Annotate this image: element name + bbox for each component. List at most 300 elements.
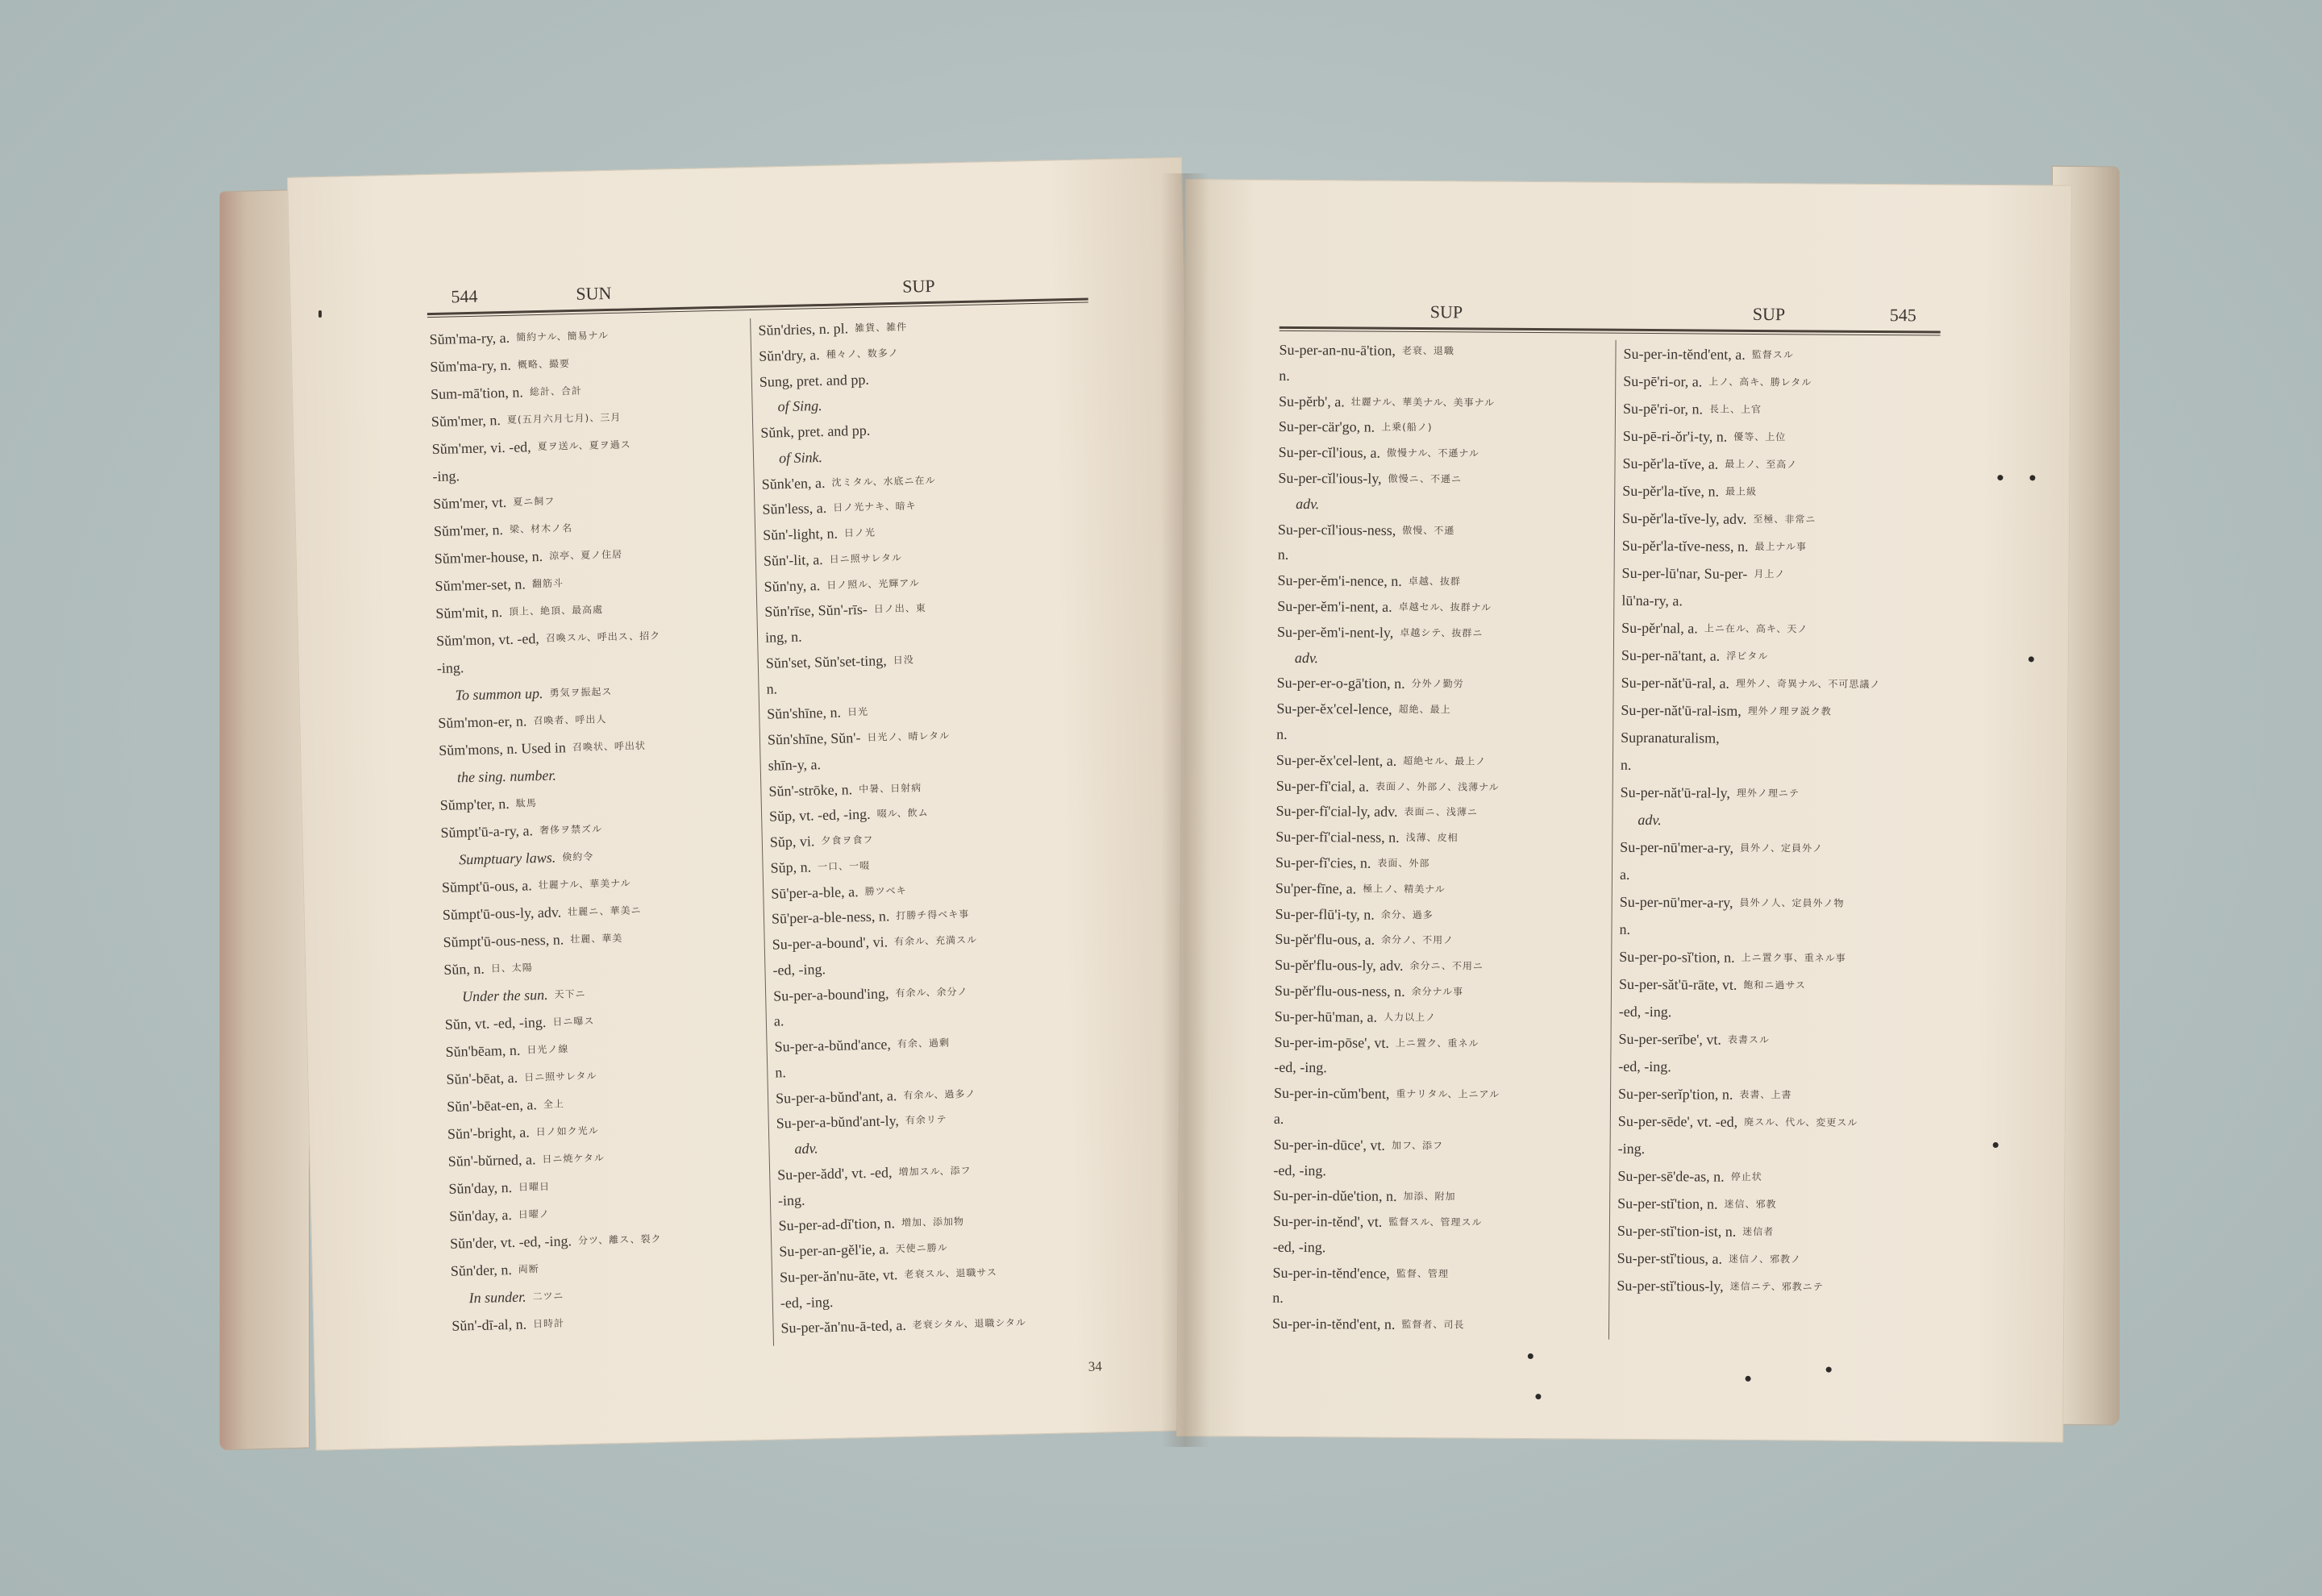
entry-headword: Su-per-ĕm'i-nence, n. xyxy=(1277,571,1402,590)
entry-gloss: 駄馬 xyxy=(515,797,537,809)
dictionary-entry xyxy=(1621,614,1944,644)
entry-gloss: 傲慢ナル、不遜ナル xyxy=(1386,447,1479,459)
entry-gloss: 超絶セル、最上ノ xyxy=(1403,754,1487,767)
entry-gloss: 日ノ照ル、光輝アル xyxy=(826,576,920,591)
entry-headword: Su-per-er-o-gā'tion, n. xyxy=(1276,675,1405,692)
entry-headword: Su-per-cär'go, n. xyxy=(1278,418,1375,436)
entry-headword: Su-per-ĕm'i-nent-ly, xyxy=(1277,623,1394,641)
entry-gloss: 日没 xyxy=(893,654,914,666)
punch-hole xyxy=(1528,1353,1533,1359)
entry-gloss: 上ニ置ク、重ネル xyxy=(1395,1037,1479,1049)
dictionary-entry xyxy=(1621,669,1944,699)
entry-gloss: 雑貨、雑件 xyxy=(855,321,908,335)
entry-gloss: 監督、管理 xyxy=(1396,1267,1449,1280)
dictionary-entry xyxy=(1277,594,1608,622)
entry-gloss: 種々ノ、数多ノ xyxy=(826,347,899,360)
entry-gloss: 増加スル、添フ xyxy=(898,1164,972,1178)
entry-headword: -ed, -ing. xyxy=(1272,1238,1326,1256)
entry-headword: Su-per-cĭl'ious, a. xyxy=(1278,444,1381,461)
entry-gloss: 員外ノ、定員外ノ xyxy=(1739,842,1824,854)
entry-headword: Su-pĕr'la-tĭve-ness, n. xyxy=(1621,537,1749,555)
entry-headword: ing, n. xyxy=(764,628,802,646)
entry-headword: Sŭp, vi. xyxy=(769,833,815,850)
entry-headword: Su-pĕr'flu-ous-ly, adv. xyxy=(1275,956,1404,975)
entry-headword: Sŭn'der, n. xyxy=(450,1261,513,1279)
dictionary-entry xyxy=(1274,1081,1604,1109)
entry-gloss: 長上、上官 xyxy=(1708,403,1762,415)
dictionary-entry xyxy=(1618,1080,1941,1110)
entry-headword: Sŭm'mon-er, n. xyxy=(438,713,527,731)
entry-headword: Sŭn'day, n. xyxy=(448,1178,513,1197)
entry-headword: Sŭn'-bēat, a. xyxy=(446,1069,518,1087)
entry-headword: Sŭnk, pret. and pp. xyxy=(760,422,871,441)
entry-gloss: 頂上、絶頂、最高處 xyxy=(508,604,604,617)
entry-gloss: 倹約令 xyxy=(562,850,594,863)
entry-headword: Su-per-năt'ū-ral-ly, xyxy=(1620,783,1730,801)
entry-headword: adv. xyxy=(1637,811,1662,829)
entry-headword: Su-per-in-tĕnd'ence, xyxy=(1272,1264,1390,1282)
entry-headword: -ed, -ing. xyxy=(1273,1162,1326,1178)
entry-headword: Sŭn'bēam, n. xyxy=(445,1041,521,1060)
entry-headword: Sŭm'mit, n. xyxy=(435,604,503,621)
punch-hole xyxy=(1535,1394,1541,1399)
entry-gloss: 極上ノ、精美ナル xyxy=(1363,883,1446,896)
entry-headword: Su-per-fĭ'cies, n. xyxy=(1275,854,1371,871)
entry-gloss: 監督スル xyxy=(1751,348,1794,361)
entry-headword: -ed, -ing. xyxy=(1618,1003,1672,1020)
entry-gloss: 総計、合計 xyxy=(529,384,583,398)
entry-gloss: 沈ミタル、水底ニ在ル xyxy=(831,474,936,488)
entry-headword: Sŭmpt'ū-ous, a. xyxy=(441,877,532,896)
entry-gloss: 上ニ在ル、高キ、天ノ xyxy=(1704,622,1808,635)
entry-gloss: 卓越、抜群 xyxy=(1408,576,1461,588)
entry-headword: Su-per-serībe', vt. xyxy=(1618,1030,1721,1048)
entry-headword: Sŭn'-bēat-en, a. xyxy=(446,1096,538,1115)
entry-headword: Su-per-năt'ū-ral-ism, xyxy=(1621,701,1742,719)
entry-headword: Su-per-ĕm'i-nent, a. xyxy=(1277,597,1392,615)
entry-gloss: 余分ニ、不用ニ xyxy=(1409,960,1484,972)
entry-gloss: 理外ノ、奇異ナル、不可思議ノ xyxy=(1735,677,1881,691)
entry-gloss: 加添、附加 xyxy=(1403,1191,1456,1203)
entry-gloss: 最上ノ、至高ノ xyxy=(1725,458,1798,471)
page-number-right: 545 xyxy=(1889,305,1916,326)
entry-headword: Su-pē'ri-or, a. xyxy=(1623,372,1703,390)
entry-headword: Sŭm'mons, n. Used in xyxy=(438,739,567,759)
entry-headword: Sŭn'ny, a. xyxy=(764,576,821,595)
entry-headword: Su-per-sēde', vt. -ed, xyxy=(1617,1112,1738,1130)
entry-gloss: 分ツ、離ス、裂ク xyxy=(577,1232,662,1247)
dictionary-entry xyxy=(1621,779,1943,808)
header-left-guide-word: SUP xyxy=(1429,301,1463,322)
entry-gloss: 有余、過剰 xyxy=(897,1037,951,1050)
dictionary-entry xyxy=(1275,1004,1605,1033)
entry-headword: a. xyxy=(773,1012,784,1029)
entry-headword: Su'per-fīne, a. xyxy=(1275,879,1357,897)
entry-gloss: 理外ノ理ヲ説ク教 xyxy=(1747,704,1832,717)
entry-headword: Sŭn'-bright, a. xyxy=(447,1124,530,1142)
entry-headword: Sŭn'-light, n. xyxy=(762,525,838,543)
entry-gloss: 日、太陽 xyxy=(490,962,534,975)
dictionary-entry xyxy=(1617,1245,1940,1274)
entry-headword: Sŭn'-strōke, n. xyxy=(768,780,853,800)
entry-headword: Sŭn'set, Sŭn'set-ting, xyxy=(765,652,888,671)
entry-headword: Sŭn, n. xyxy=(443,960,485,978)
entry-gloss: 上ニ置ク事、重ネル事 xyxy=(1741,951,1846,964)
entry-headword: Su-pĕr'la-tĭve-ly, adv. xyxy=(1622,509,1747,527)
entry-headword: Su-per-ădd', vt. -ed, xyxy=(777,1164,893,1183)
entry-headword: Sŭm'mer, n. xyxy=(433,522,504,539)
entry-gloss: 余分、過多 xyxy=(1380,908,1434,921)
entry-headword: Sū'per-a-ble-ness, n. xyxy=(771,908,890,927)
entry-headword: n. xyxy=(1619,921,1631,937)
entry-headword: n. xyxy=(1620,756,1632,773)
entry-headword: Sŭn'-dī-al, n. xyxy=(452,1315,527,1334)
dictionary-entry xyxy=(1279,414,1609,443)
entry-gloss: 日曜日 xyxy=(518,1180,551,1193)
entry-headword: Su-per-nā'tant, a. xyxy=(1621,646,1721,664)
dictionary-entry xyxy=(1621,751,1943,781)
punch-hole xyxy=(1997,475,2003,480)
entry-headword: -ed, -ing. xyxy=(1618,1058,1671,1075)
entry-gloss: 中暑、日射病 xyxy=(858,781,922,795)
entry-gloss: 重ナリタル、上ニアル xyxy=(1396,1087,1500,1100)
entry-headword: Su-per-in-tĕnd', vt. xyxy=(1272,1212,1383,1230)
entry-headword: Sumptuary laws. xyxy=(459,849,556,868)
dictionary-entry xyxy=(1623,368,1945,397)
dictionary-entry xyxy=(1274,1107,1604,1135)
entry-headword: Su-per-a-bŭnd'ant, a. xyxy=(775,1087,897,1107)
entry-gloss: 停止状 xyxy=(1730,1170,1762,1183)
dictionary-entry xyxy=(1620,861,1942,891)
dictionary-entry xyxy=(1272,1311,1603,1340)
entry-headword: -ing. xyxy=(777,1191,805,1209)
entry-gloss: 日ノ光 xyxy=(843,526,876,539)
dictionary-entry xyxy=(1621,587,1944,617)
entry-gloss: 日曜ノ xyxy=(518,1207,551,1220)
entry-headword: Sŭm'mer, n. xyxy=(431,412,501,430)
entry-gloss: 迷信ニテ、邪教ニテ xyxy=(1729,1280,1824,1293)
entry-gloss: 夏(五月六月七月)、三月 xyxy=(506,411,622,426)
dictionary-entry xyxy=(1272,1286,1603,1314)
entry-gloss: 奢侈ヲ禁ズル xyxy=(539,823,603,837)
entry-headword: Sŭn, vt. -ed, -ing. xyxy=(444,1013,547,1033)
entry-gloss: 翻筋斗 xyxy=(531,577,564,590)
entry-headword: Su-pĕrb', a. xyxy=(1279,393,1345,409)
entry-gloss: 壮麗ナル、華美ナル xyxy=(538,877,631,892)
dictionary-entry xyxy=(1623,395,1945,425)
right-page-column-2 xyxy=(1617,340,1945,1302)
entry-headword: -ed, -ing. xyxy=(1274,1059,1327,1076)
dictionary-entry xyxy=(1621,724,1943,754)
entry-headword: a. xyxy=(1619,866,1630,883)
entry-headword: the sing. number. xyxy=(456,767,557,786)
entry-gloss: 日ニ照サレタル xyxy=(523,1070,597,1083)
column-divider xyxy=(1608,340,1617,1340)
dictionary-entry xyxy=(1275,799,1606,827)
dictionary-entry xyxy=(1277,568,1608,596)
entry-headword: n. xyxy=(1279,367,1290,384)
entry-gloss: 最上ナル事 xyxy=(1754,540,1807,553)
dictionary-entry xyxy=(1273,1158,1604,1186)
entry-headword: Su-pĕr'flu-ous, a. xyxy=(1275,931,1375,948)
entry-headword: Sŭm'mer-set, n. xyxy=(435,576,526,594)
entry-headword: Su-per-po-sĭ'tion, n. xyxy=(1619,948,1735,966)
entry-headword: Sŭm'mon, vt. -ed, xyxy=(435,630,540,649)
entry-gloss: 啜ル、飲ム xyxy=(876,807,929,820)
dictionary-entry xyxy=(1275,876,1606,904)
header-left-guide-word: SUN xyxy=(576,282,612,304)
entry-headword: Su-pĕr'la-tĭve, n. xyxy=(1622,482,1720,500)
entry-headword: Su-per-flū'i-ty, n. xyxy=(1275,905,1375,923)
dictionary-entry xyxy=(1620,888,1942,918)
entry-headword: Su-per-lū'nar, Su-per- xyxy=(1621,564,1748,582)
dictionary-entry xyxy=(1618,1108,1941,1137)
entry-headword: Su-per-năt'ū-ral, a. xyxy=(1621,674,1730,692)
entry-gloss: 表面ニ、浅薄ニ xyxy=(1404,806,1478,818)
entry-headword: Su-per-nū'mer-a-ry, xyxy=(1619,893,1733,911)
entry-headword: Su-per-ăn'nu-āte, vt. xyxy=(779,1266,898,1286)
entry-headword: n. xyxy=(1276,725,1288,742)
entry-headword: n. xyxy=(1272,1290,1284,1307)
entry-headword: Su-per-săt'ū-rāte, vt. xyxy=(1618,975,1737,993)
entry-gloss: 傲慢、不遜 xyxy=(1402,524,1455,536)
entry-headword: Su-per-a-bŭnd'ance, xyxy=(774,1036,892,1055)
dictionary-entry xyxy=(1279,338,1609,366)
entry-headword: Sŭm'ma-ry, a. xyxy=(429,329,510,348)
right-page xyxy=(1176,179,2072,1443)
entry-gloss: 涼亭、夏ノ住居 xyxy=(548,548,623,562)
dictionary-entry xyxy=(1275,901,1606,929)
entry-gloss: 打勝チ得ベキ事 xyxy=(896,908,970,922)
dictionary-entry xyxy=(1276,748,1607,776)
entry-gloss: 簡約ナル、簡易ナル xyxy=(515,330,610,343)
entry-headword: Su-per-stĭ'tion, n. xyxy=(1617,1195,1718,1212)
dictionary-entry xyxy=(1617,1162,1940,1192)
entry-gloss: 両断 xyxy=(518,1263,540,1275)
entry-gloss: 召喚状、呼出状 xyxy=(572,740,647,754)
dictionary-entry xyxy=(1621,696,1943,726)
entry-headword: -ing. xyxy=(1617,1140,1646,1158)
folio-signature: 34 xyxy=(1088,1358,1102,1374)
dictionary-entry xyxy=(1273,1209,1604,1237)
dictionary-entry xyxy=(1276,696,1607,725)
entry-headword: Sŭn'less, a. xyxy=(762,500,827,517)
dictionary-entry xyxy=(1273,1235,1604,1263)
entry-headword: Sŭn'day, a. xyxy=(449,1207,513,1224)
entry-headword: of Sink. xyxy=(778,448,823,466)
entry-headword: n. xyxy=(775,1063,787,1081)
punch-hole xyxy=(1826,1367,1832,1373)
entry-headword: Sŭm'mer, vt. xyxy=(433,493,507,512)
dictionary-entry xyxy=(1275,927,1605,955)
entry-headword: Su-per-in-dūce', vt. xyxy=(1273,1136,1386,1153)
entry-gloss: 召喚スル、呼出ス、招ク xyxy=(545,630,661,644)
dictionary-entry xyxy=(1622,505,1945,534)
dictionary-entry xyxy=(1277,671,1608,699)
entry-gloss: 日光ノ、晴レタル xyxy=(867,729,951,743)
dictionary-entry xyxy=(1619,943,1941,973)
entry-headword: Su-per-a-bound', vi. xyxy=(772,933,888,953)
entry-gloss: 最上級 xyxy=(1725,485,1758,497)
entry-headword: Su-per-fĭ'cial, a. xyxy=(1275,777,1370,795)
entry-headword: Su-per-cĭl'ious-ness, xyxy=(1277,521,1396,538)
dictionary-entry xyxy=(1272,1260,1603,1288)
entry-headword: Su-per-a-bound'ing, xyxy=(772,984,889,1004)
entry-gloss: 有余リテ xyxy=(905,1113,947,1127)
entry-gloss: 月上ノ xyxy=(1754,567,1786,580)
entry-gloss: 日ノ出、東 xyxy=(873,602,927,615)
entry-gloss: 有余ル、余分ノ xyxy=(895,985,968,999)
punch-hole xyxy=(1993,1142,1999,1148)
entry-gloss: 勝ツベキ xyxy=(864,884,907,897)
entry-headword: Su-per-fĭ'cial-ly, adv. xyxy=(1275,803,1398,821)
dictionary-entry xyxy=(1275,850,1606,879)
entry-headword: Sŭp, vt. -ed, -ing. xyxy=(768,806,871,825)
dictionary-entry xyxy=(1617,1272,1939,1302)
dictionary-entry xyxy=(1617,1217,1940,1247)
dictionary-entry xyxy=(1274,1132,1604,1160)
entry-headword: shīn-y, a. xyxy=(768,755,822,774)
entry-gloss: 優等、上位 xyxy=(1733,430,1787,443)
entry-gloss: 二ツニ xyxy=(532,1290,564,1303)
punch-hole xyxy=(2029,475,2035,480)
entry-gloss: 至極、非常ニ xyxy=(1753,513,1816,526)
dictionary-entry xyxy=(1621,559,1944,589)
dictionary-entry xyxy=(1620,806,1942,836)
entry-gloss: 老衰シタル、退職シタル xyxy=(912,1316,1027,1332)
entry-headword: Su-pē-ri-ŏr'i-ty, n. xyxy=(1622,427,1728,445)
dictionary-entry xyxy=(1618,1025,1941,1055)
entry-headword: Su-per-in-tĕnd'ent, n. xyxy=(1272,1315,1396,1333)
entry-gloss: 日ニ曝ス xyxy=(552,1015,595,1028)
entry-headword: Su-per-fĭ'cial-ness, n. xyxy=(1275,828,1400,846)
entry-gloss: 余分ナル事 xyxy=(1411,985,1464,998)
entry-gloss: 天使ニ勝ル xyxy=(895,1241,948,1255)
entry-gloss: 表書、上書 xyxy=(1739,1088,1792,1101)
entry-gloss: 壮麗ニ、華美ニ xyxy=(568,904,642,918)
entry-gloss: 勇気ヲ振起ス xyxy=(549,686,613,699)
book-gutter-shadow xyxy=(1161,173,1209,1447)
entry-gloss: 概略、撮要 xyxy=(517,358,571,371)
page-number-left: 544 xyxy=(451,285,478,307)
dictionary-entry xyxy=(1276,722,1607,750)
entry-gloss: 表面ノ、外部ノ、浅薄ナル xyxy=(1375,780,1500,793)
entry-headword: Sŭm'ma-ry, n. xyxy=(430,356,512,376)
entry-gloss: 日ニ焼ケタル xyxy=(542,1152,605,1166)
dictionary-entry xyxy=(1618,1053,1941,1083)
entry-headword: Su-per-ăn'nu-ā-ted, a. xyxy=(780,1317,907,1336)
entry-gloss: 浮ビタル xyxy=(1726,650,1769,663)
entry-headword: Su-per-nū'mer-a-ry, xyxy=(1620,838,1734,856)
entry-headword: Sŭm'mer, vi. -ed, xyxy=(431,438,531,458)
entry-headword: Su-per-in-tĕnd'ent, a. xyxy=(1623,345,1746,363)
dictionary-entry xyxy=(1620,833,1942,863)
dictionary-entry xyxy=(1617,1190,1940,1220)
entry-headword: Sum-mā'tion, n. xyxy=(430,384,524,403)
left-page-column-1 xyxy=(429,318,766,1340)
dictionary-entry xyxy=(1278,517,1608,545)
entry-headword: In sunder. xyxy=(468,1288,526,1307)
entry-gloss: 余分ノ、不用ノ xyxy=(1381,934,1454,946)
entry-headword: Su-per-an-gĕl'ie, a. xyxy=(779,1241,889,1260)
dictionary-entry xyxy=(1273,1183,1604,1212)
entry-headword: a. xyxy=(1273,1110,1284,1127)
entry-gloss: 日光 xyxy=(847,706,869,718)
entry-gloss: 理外ノ理ニテ xyxy=(1736,787,1800,800)
entry-gloss: 日ノ光ナキ、暗キ xyxy=(833,500,917,513)
entry-headword: n. xyxy=(766,680,778,697)
entry-headword: -ed, -ing. xyxy=(780,1293,834,1311)
entry-headword: Su-per-ĕx'cel-lent, a. xyxy=(1275,751,1397,769)
header-right-guide-word: SUP xyxy=(1752,303,1786,325)
entry-gloss: 浅薄、皮相 xyxy=(1405,832,1459,844)
entry-gloss: 迷信者 xyxy=(1742,1225,1775,1238)
entry-gloss: 有余ル、過多ノ xyxy=(903,1087,976,1101)
entry-headword: Su-per-hū'man, a. xyxy=(1274,1008,1378,1025)
entry-gloss: 一口、一啜 xyxy=(817,859,871,873)
punch-hole xyxy=(1746,1376,1751,1382)
entry-gloss: 有余ル、充満スル xyxy=(893,933,978,948)
entry-headword: Su-per-stĭ'tious, a. xyxy=(1617,1249,1723,1267)
entry-headword: Under the sun. xyxy=(461,986,548,1005)
entry-headword: Sŭn'shīne, n. xyxy=(767,704,842,722)
entry-headword: To summon up. xyxy=(455,684,543,704)
entry-headword: Su-per-a-bŭnd'ant-ly, xyxy=(776,1112,900,1132)
entry-gloss: 日時計 xyxy=(532,1317,565,1330)
entry-gloss: 監督者、司長 xyxy=(1401,1319,1465,1331)
entry-headword: Sŭn'shīne, Sŭn'- xyxy=(767,729,861,748)
dictionary-entry xyxy=(1274,1029,1604,1058)
entry-gloss: 増加、添加物 xyxy=(901,1216,965,1229)
dictionary-entry xyxy=(1277,645,1608,673)
entry-headword: Sung, pret. and pp. xyxy=(759,371,870,390)
entry-gloss: 日光ノ線 xyxy=(526,1043,569,1056)
entry-gloss: 傲慢ニ、不遜ニ xyxy=(1388,472,1463,485)
entry-gloss: 梁、材木ノ名 xyxy=(509,522,573,535)
entry-gloss: 卓越セル、抜群ナル xyxy=(1398,601,1492,613)
entry-gloss: 上乗(船ノ) xyxy=(1381,422,1433,434)
entry-headword: Su-pē'ri-or, n. xyxy=(1622,400,1704,418)
left-page-column-2 xyxy=(758,310,1112,1341)
entry-gloss: 人力以上ノ xyxy=(1384,1011,1437,1023)
entry-gloss: 夕食ヲ食フ xyxy=(821,833,874,847)
right-page-column-1 xyxy=(1272,338,1610,1340)
entry-headword: Sŭn'dries, n. pl. xyxy=(758,320,849,339)
ink-mark xyxy=(318,310,322,318)
dictionary-entry xyxy=(1279,364,1609,392)
left-page xyxy=(287,157,1211,1451)
dictionary-entry xyxy=(1619,970,1941,1000)
entry-headword: -ing. xyxy=(432,468,460,484)
entry-headword: Sū'per-a-ble, a. xyxy=(771,883,859,902)
dictionary-entry xyxy=(1275,979,1605,1007)
header-right-guide-word: SUP xyxy=(901,275,935,297)
entry-headword: Sŭn'der, vt. -ed, -ing. xyxy=(449,1232,572,1252)
entry-gloss: 迷信、邪教 xyxy=(1724,1198,1777,1211)
dictionary-entry xyxy=(1622,450,1945,480)
entry-headword: Su-per-im-pōse', vt. xyxy=(1274,1033,1389,1051)
entry-headword: Su-per-cĭl'ious-ly, xyxy=(1278,469,1382,487)
dictionary-entry xyxy=(1621,642,1944,671)
entry-headword: Su-per-stĭ'tion-ist, n. xyxy=(1617,1222,1737,1240)
dictionary-entry xyxy=(1617,1135,1940,1165)
entry-headword: Sŭnk'en, a. xyxy=(761,474,826,493)
entry-headword: Sŭn'dry, a. xyxy=(758,346,820,364)
entry-gloss: 天下ニ xyxy=(554,987,586,1000)
entry-headword: Su-per-in-cŭm'bent, xyxy=(1274,1084,1390,1102)
dictionary-entry xyxy=(1623,422,1945,452)
entry-headword: Su-per-ad-dĭ'tion, n. xyxy=(778,1215,896,1234)
